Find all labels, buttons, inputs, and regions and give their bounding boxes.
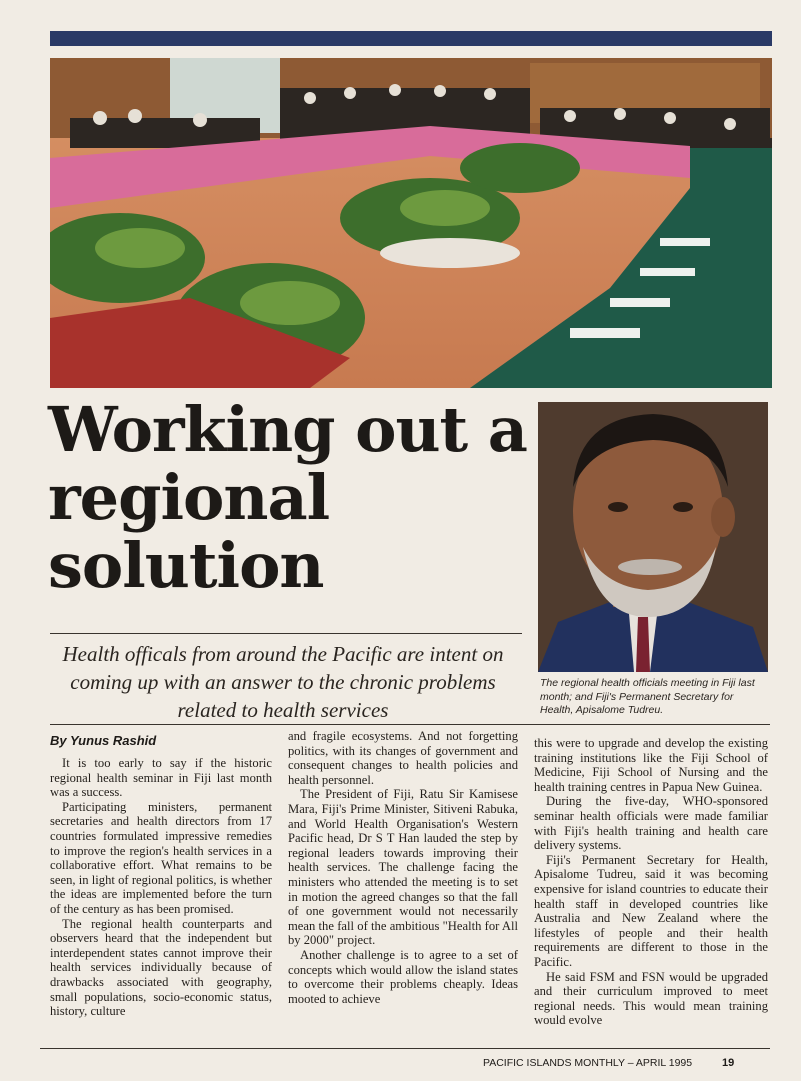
headline	[48, 393, 528, 602]
photo-caption: The regional health officials meeting in Fiji last month; and Fiji's Permanent Secretary for Health, Apisalome Tudreu.	[540, 677, 755, 716]
meeting-photo	[50, 58, 772, 388]
article-paragraph: During the five-day, WHO-sponsored seminar health officials were made familiar with Fiji's health training and health care delivery systems.	[534, 794, 768, 853]
body-top-rule	[50, 724, 770, 725]
article-paragraph: Participating ministers, permanent secretaries and health directors from 17 countries formulated impressive remedies to improve the region's health services in a collaborative effort. What remains to be seen, in light of regional politics, is whether the ideas are implemented before the turn of the century as has been promised.	[50, 799, 272, 916]
article-column-3	[534, 736, 768, 1028]
footer-publication: PACIFIC ISLANDS MONTHLY – APRIL 1995	[483, 1057, 693, 1069]
article-paragraph: this were to upgrade and develop the existing training institutions like the Fiji School of Medicine, Fiji School of Nursing and the health training centres in Papua New Guinea.	[534, 736, 768, 794]
article-paragraph: Another challenge is to agree to a set of concepts which would allow the island states to overcome their problems cheaply. Ideas mooted to achieve	[288, 947, 518, 1006]
headline-line: regional	[48, 461, 330, 534]
article-paragraph: It is too early to say if the historic regional health seminar in Fiji last month was a success.	[50, 756, 272, 800]
standfirst-line: Health officals from around the Pacific are intent on	[62, 642, 504, 666]
standfirst	[40, 640, 526, 724]
article-column-2	[288, 729, 518, 1006]
article-paragraph: Fiji's Permanent Secretary for Health, Apisalome Tudreu, said it was becoming expensive for island countries to educate their health staff in developed countries like Australia and New Zealand where the lifestyles of people and their health requirements are different to those in the Pacific.	[534, 852, 768, 969]
standfirst-line: related to health services	[177, 698, 389, 722]
article-paragraph: The regional health counterparts and observers heard that the independent but interdependent states cannot improve their health services individually because of drawbacks associated with geography, small populations, socio-economic status, history, culture	[50, 916, 272, 1019]
headline-line: Working out a	[48, 393, 527, 466]
article-paragraph: The President of Fiji, Ratu Sir Kamisese Mara, Fiji's Prime Minister, Sitiveni Rabuka, and World Health Organisation's Western Pacific head, Dr S T Han lauded the step by regional leaders towards improving their health services. The challenge facing the ministers who attended the meeting is to set in motion the agreed changes so that the fall of one government would not necessarily mean the fall of the ambitious "Health for All by 2000" project.	[288, 787, 518, 948]
page-number: 19	[722, 1057, 735, 1069]
byline: By Yunus Rashid	[50, 733, 157, 748]
portrait-illustration	[538, 402, 768, 672]
footer-rule	[40, 1048, 770, 1049]
top-color-bar	[50, 31, 772, 46]
standfirst-line: coming up with an answer to the chronic problems	[70, 670, 496, 694]
portrait-photo	[538, 402, 768, 672]
article-paragraph: and fragile ecosystems. And not forgetting politics, with its changes of government and consequent changes to health policies and health personnel.	[288, 729, 518, 787]
headline-line: solution	[48, 529, 324, 602]
article-paragraph: He said FSM and FSN would be upgraded and their curriculum improved to meet regional needs. This would mean training would evolve	[534, 969, 768, 1028]
article-column-1	[50, 756, 272, 1019]
meeting-photo-illustration	[50, 58, 772, 388]
headline-rule	[50, 633, 522, 634]
